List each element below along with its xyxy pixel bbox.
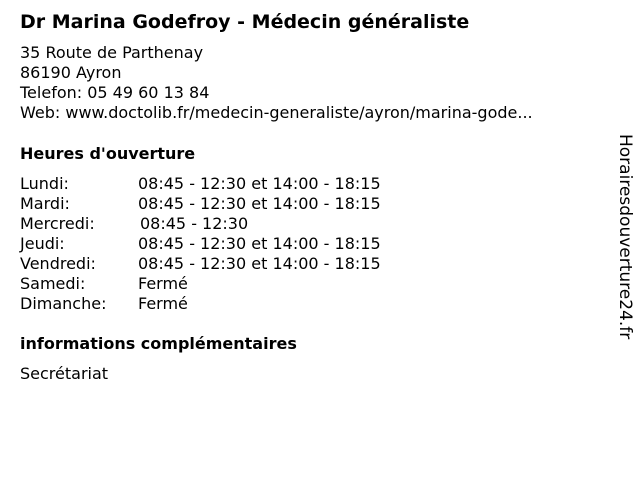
day-label: Mercredi:	[20, 214, 95, 233]
hours-row-wednesday	[20, 214, 440, 234]
hours-row-sunday	[20, 294, 440, 314]
day-label: Dimanche:	[20, 294, 107, 313]
day-label: Vendredi:	[20, 254, 96, 273]
hours-row-thursday	[20, 234, 440, 254]
hours-value: Fermé	[138, 294, 188, 313]
day-label: Samedi:	[20, 274, 86, 293]
day-label: Lundi:	[20, 174, 69, 193]
city-postcode: 86190 Ayron	[20, 63, 122, 82]
additional-info-heading: informations complémentaires	[20, 334, 297, 353]
page-title: Dr Marina Godefroy - Médecin généraliste	[20, 11, 470, 33]
hours-value: Fermé	[138, 274, 188, 293]
site-watermark	[612, 134, 636, 370]
address-block	[20, 43, 533, 123]
additional-info-text: Secrétariat	[20, 364, 109, 383]
hours-value: 08:45 - 12:30 et 14:00 - 18:15	[138, 174, 381, 193]
hours-value: 08:45 - 12:30 et 14:00 - 18:15	[138, 254, 381, 273]
hours-row-tuesday	[20, 194, 440, 214]
hours-row-friday	[20, 254, 440, 274]
phone-number: Telefon: 05 49 60 13 84	[20, 83, 210, 102]
day-label: Mardi:	[20, 194, 70, 213]
hours-value: 08:45 - 12:30 et 14:00 - 18:15	[138, 194, 381, 213]
opening-hours-heading: Heures d'ouverture	[20, 144, 196, 163]
hours-value: 08:45 - 12:30	[140, 214, 249, 233]
hours-value: 08:45 - 12:30 et 14:00 - 18:15	[138, 234, 381, 253]
hours-row-monday	[20, 174, 440, 194]
hours-row-saturday	[20, 274, 440, 294]
opening-hours-table	[20, 174, 440, 314]
website-link[interactable]: Web: www.doctolib.fr/medecin-generaliste/ayron/marina-gode...	[20, 103, 533, 122]
watermark-text: Horairesdouverture24.fr	[615, 134, 635, 340]
day-label: Jeudi:	[20, 234, 65, 253]
street-address: 35 Route de Parthenay	[20, 43, 204, 62]
